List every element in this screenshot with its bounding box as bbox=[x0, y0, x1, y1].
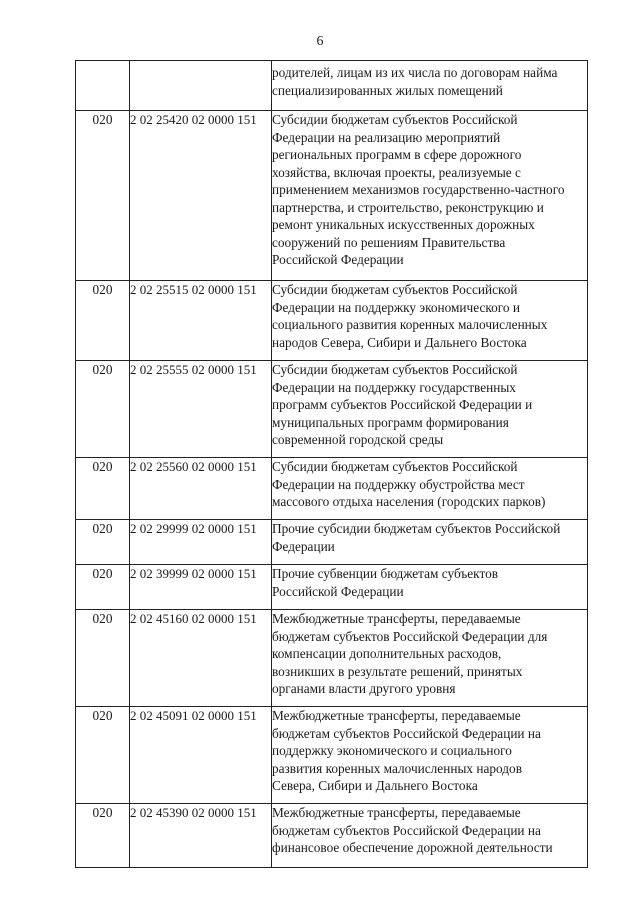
budget-classification-code-cell: 2 02 25420 02 0000 151 bbox=[130, 111, 272, 281]
admin-code-cell: 020 bbox=[76, 458, 130, 520]
description-line: Субсидии бюджетам субъектов Российской bbox=[272, 112, 518, 127]
description-line: Федерации на поддержку обустройства мест bbox=[272, 476, 525, 492]
budget-classification-code-cell: 2 02 45390 02 0000 151 bbox=[130, 804, 272, 868]
table-row bbox=[76, 61, 588, 111]
description-line: возникших в результате решений, принятых bbox=[272, 663, 523, 679]
description-line: Российской Федерации bbox=[272, 583, 404, 599]
description-line: Субсидии бюджетам субъектов Российской bbox=[272, 282, 518, 297]
table-row bbox=[76, 520, 588, 565]
revenue-description-cell bbox=[272, 458, 588, 520]
revenue-description-cell bbox=[272, 804, 588, 868]
budget-classification-code-cell bbox=[130, 61, 272, 111]
description-line: родителей, лицам из их числа по договорам найма bbox=[272, 65, 558, 80]
admin-code-cell: 020 bbox=[76, 281, 130, 361]
description-line: бюджетам субъектов Российской Федерации на bbox=[272, 822, 541, 838]
description-line: финансовое обеспечение дорожной деятельности bbox=[272, 840, 553, 855]
admin-code-cell bbox=[76, 61, 130, 111]
revenue-classification-table bbox=[75, 60, 588, 868]
description-line: сооружений по решениям Правительства bbox=[272, 234, 506, 250]
admin-code-cell: 020 bbox=[76, 111, 130, 281]
description-line: бюджетам субъектов Российской Федерации для bbox=[272, 628, 548, 644]
revenue-description-cell bbox=[272, 707, 588, 804]
admin-code-cell: 020 bbox=[76, 520, 130, 565]
description-line: специализированных жилых помещений bbox=[272, 82, 503, 98]
description-line: программ субъектов Российской Федерации и bbox=[272, 397, 533, 412]
description-line: Российской Федерации bbox=[272, 252, 404, 267]
description-line: Субсидии бюджетам субъектов Российской bbox=[272, 459, 518, 474]
budget-classification-code-cell: 2 02 25555 02 0000 151 bbox=[130, 361, 272, 458]
description-line: Межбюджетные трансферты, передаваемые bbox=[272, 611, 521, 626]
revenue-description-cell bbox=[272, 61, 588, 111]
description-line: Прочие субвенции бюджетам субъектов bbox=[272, 566, 499, 581]
description-line: применением механизмов государственно-частного bbox=[272, 182, 565, 197]
table-row bbox=[76, 281, 588, 361]
table-row bbox=[76, 707, 588, 804]
description-line: социального развития коренных малочисленных bbox=[272, 317, 548, 332]
description-line: поддержку экономического и социального bbox=[272, 743, 512, 758]
description-line: Федерации на поддержку экономического и bbox=[272, 299, 521, 315]
description-line: компенсации дополнительных расходов, bbox=[272, 646, 502, 661]
description-line: Севера, Сибири и Дальнего Востока bbox=[272, 778, 478, 793]
description-line: Межбюджетные трансферты, передаваемые bbox=[272, 708, 521, 723]
revenue-description-cell bbox=[272, 520, 588, 565]
table-row bbox=[76, 804, 588, 868]
admin-code-cell: 020 bbox=[76, 707, 130, 804]
description-line: Федерации на реализацию мероприятий bbox=[272, 129, 501, 145]
budget-classification-code-cell: 2 02 39999 02 0000 151 bbox=[130, 565, 272, 610]
revenue-description-cell bbox=[272, 111, 588, 281]
description-line: ремонт уникальных искусственных дорожных bbox=[272, 217, 535, 232]
description-line: региональных программ в сфере дорожного bbox=[272, 147, 522, 162]
budget-classification-code-cell: 2 02 25560 02 0000 151 bbox=[130, 458, 272, 520]
revenue-description-cell bbox=[272, 565, 588, 610]
description-line: массового отдыха населения (городских парков) bbox=[272, 494, 546, 509]
description-line: Прочие субсидии бюджетам субъектов Российской bbox=[272, 521, 561, 536]
admin-code-cell: 020 bbox=[76, 565, 130, 610]
table-row bbox=[76, 111, 588, 281]
description-line: современной городской среды bbox=[272, 432, 444, 447]
table-row bbox=[76, 565, 588, 610]
revenue-description-cell bbox=[272, 281, 588, 361]
table-body bbox=[76, 61, 588, 868]
page-number: 6 bbox=[316, 34, 324, 49]
description-line: Субсидии бюджетам субъектов Российской bbox=[272, 362, 518, 377]
admin-code-cell: 020 bbox=[76, 804, 130, 868]
table-row bbox=[76, 610, 588, 707]
description-line: муниципальных программ формирования bbox=[272, 414, 509, 430]
revenue-description-cell bbox=[272, 361, 588, 458]
admin-code-cell: 020 bbox=[76, 361, 130, 458]
budget-classification-code-cell: 2 02 45091 02 0000 151 bbox=[130, 707, 272, 804]
description-line: Федерации bbox=[272, 538, 335, 554]
description-line: партнерства, и строительство, реконструкцию и bbox=[272, 199, 544, 215]
budget-classification-code-cell: 2 02 25515 02 0000 151 bbox=[130, 281, 272, 361]
budget-classification-code-cell: 2 02 29999 02 0000 151 bbox=[130, 520, 272, 565]
revenue-description-cell bbox=[272, 610, 588, 707]
description-line: развития коренных малочисленных народов bbox=[272, 760, 522, 776]
description-line: Федерации на поддержку государственных bbox=[272, 379, 516, 395]
description-line: народов Севера, Сибири и Дальнего Востока bbox=[272, 334, 527, 350]
budget-classification-code-cell: 2 02 45160 02 0000 151 bbox=[130, 610, 272, 707]
description-line: органами власти другого уровня bbox=[272, 681, 456, 696]
description-line: Межбюджетные трансферты, передаваемые bbox=[272, 805, 521, 820]
table-row bbox=[76, 458, 588, 520]
description-line: бюджетам субъектов Российской Федерации на bbox=[272, 725, 541, 741]
description-line: хозяйства, включая проекты, реализуемые с bbox=[272, 164, 521, 180]
admin-code-cell: 020 bbox=[76, 610, 130, 707]
table-row bbox=[76, 361, 588, 458]
